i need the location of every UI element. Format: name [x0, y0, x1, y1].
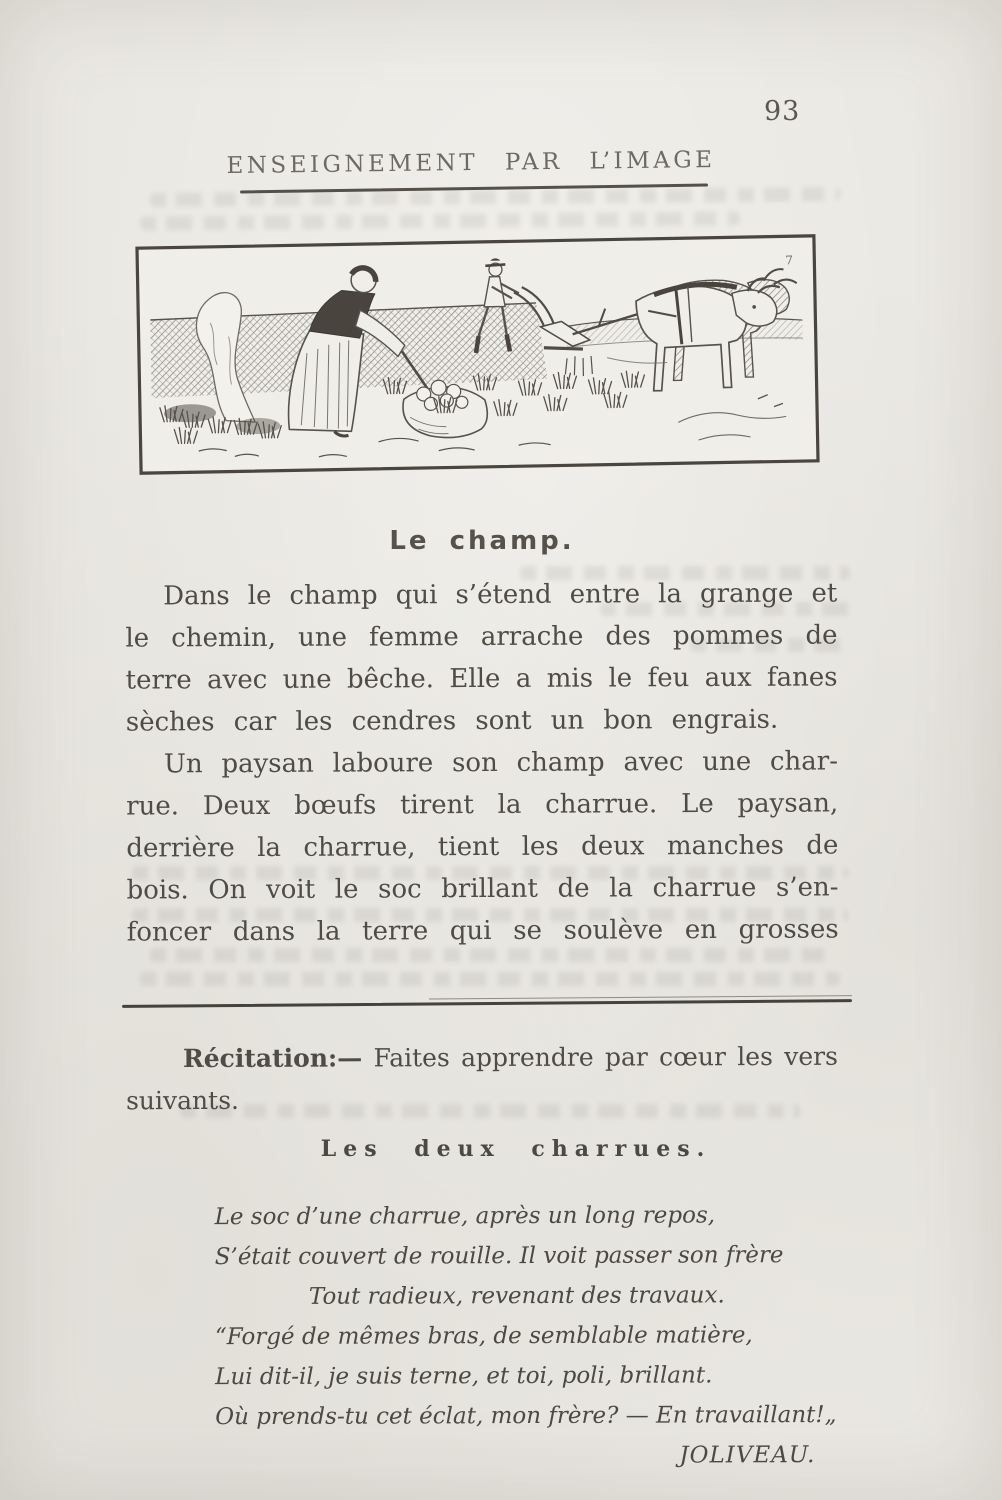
- page-number: 93: [764, 96, 801, 127]
- poem-title: Les deux charrues.: [320, 1136, 712, 1162]
- section-divider: [122, 999, 852, 1008]
- poem-line: Où prends-tu cet éclat, mon frère? — En travaillant!„: [215, 1401, 837, 1431]
- poem-line: S’était couvert de rouille. Il voit passer son frère: [214, 1242, 784, 1271]
- text-line: rue. Deux bœufs tirent la charrue. Le paysan,: [126, 788, 839, 822]
- lesson-title: Le champ.: [389, 526, 575, 556]
- recitation-line: [126, 1035, 838, 1079]
- poem-line: Tout radieux, revenant des travaux.: [308, 1282, 725, 1310]
- plate-mark: 7: [785, 253, 794, 268]
- text-line: Dans le champ qui s’étend entre la grange et: [163, 578, 838, 612]
- field-engraving: [135, 234, 820, 475]
- text-line: derrière la charrue, tient les deux manches de: [126, 830, 839, 864]
- text-line: Un paysan laboure son champ avec une char-: [163, 746, 839, 780]
- text-line: bois. On voit le soc brillant de la charrue s’en-: [126, 872, 839, 906]
- bleedthrough-ghost: [140, 972, 840, 986]
- text-line: le chemin, une femme arrache des pommes de: [125, 620, 838, 654]
- poem: [215, 1195, 871, 1477]
- poem-line: Lui dit-il, je suis terne, et toi, poli, brillant.: [215, 1362, 713, 1391]
- poem-line: “Forgé de mêmes bras, de semblable matière,: [214, 1322, 753, 1351]
- lesson-text: [125, 572, 839, 953]
- text-line: sèches car les cendres sont un bon engrais.: [125, 704, 779, 738]
- text-line: foncer dans la terre qui se soulève en grosses: [126, 914, 839, 948]
- running-head: ENSEIGNEMENT PAR L’IMAGE: [226, 147, 716, 179]
- running-head-underline: [240, 184, 708, 194]
- recitation-label: Récitation:—: [182, 1043, 363, 1074]
- poem-author: JOLIVEAU.: [679, 1442, 816, 1469]
- recitation-block: [126, 1035, 838, 1121]
- bleedthrough-ghost: [140, 211, 740, 230]
- text-line: terre avec une bêche. Elle a mis le feu aux fanes: [125, 662, 838, 696]
- recitation-line: suivants.: [126, 1085, 240, 1116]
- poem-line: Le soc d’une charrue, après un long repos,: [214, 1202, 716, 1231]
- recitation-instruction: Faites apprendre par cœur les vers: [373, 1041, 838, 1073]
